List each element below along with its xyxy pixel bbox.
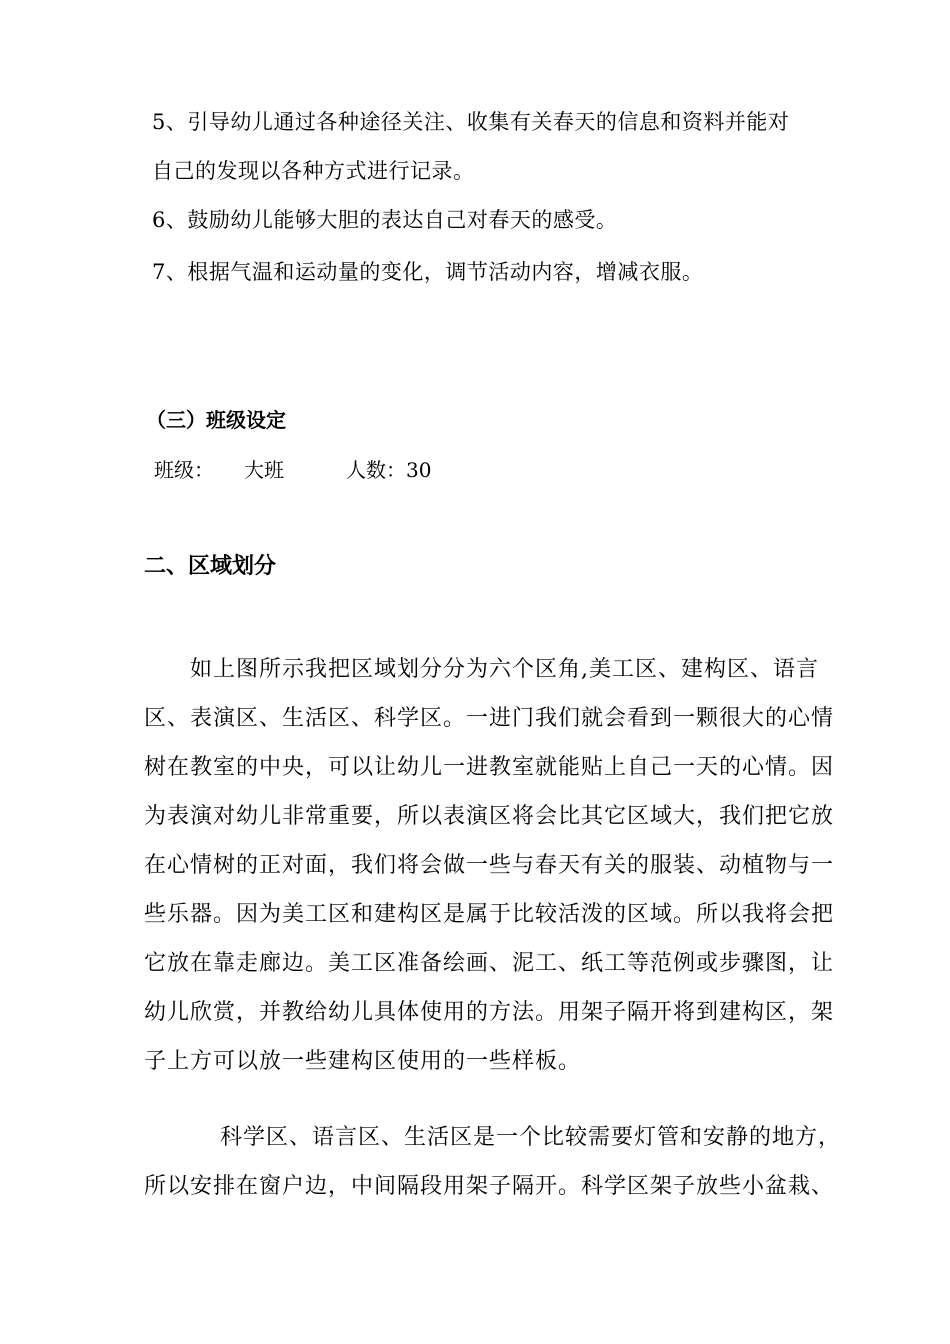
goal-item-5-continued: 自己的发现以各种方式进行记录。 (152, 159, 475, 183)
goal-item-5: 5、引导幼儿通过各种途径关注、收集有关春天的信息和资料并能对 (152, 110, 790, 134)
paragraph1-line: 些乐器。因为美工区和建构区是属于比较活泼的区域。所以我将会把 (144, 902, 835, 927)
class-label: 班级： (154, 458, 214, 482)
paragraph1-line: 如上图所示我把区域划分分为六个区角,美工区、建构区、语言 (190, 657, 819, 682)
class-setting-heading: （三）班级设定 (146, 408, 286, 432)
class-value: 大班 (244, 458, 284, 482)
paragraph1-line: 子上方可以放一些建构区使用的一些样板。 (144, 1049, 582, 1074)
paragraph1-line: 树在教室的中央，可以让幼儿一进教室就能贴上自己一天的心情。因 (144, 755, 835, 780)
paragraph1-line: 在心情树的正对面，我们将会做一些与春天有关的服装、动植物与一 (144, 853, 835, 878)
paragraph1-line: 区、表演区、生活区、科学区。一进门我们就会看到一颗很大的心情 (144, 706, 835, 731)
paragraph1-line: 它放在靠走廊边。美工区准备绘画、泥工、纸工等范例或步骤图，让 (144, 951, 835, 976)
paragraph1-line: 为表演对幼儿非常重要，所以表演区将会比其它区域大，我们把它放 (144, 804, 835, 829)
section-heading: 二、区域划分 (144, 554, 277, 579)
paragraph2-line: 科学区、语言区、生活区是一个比较需要灯管和安静的地方， (220, 1125, 842, 1150)
goal-item-6: 6、鼓励幼儿能够大胆的表达自己对春天的感受。 (152, 208, 618, 232)
paragraph2-line: 所以安排在窗户边，中间隔段用架子隔开。科学区架子放些小盆栽、 (144, 1174, 835, 1199)
paragraph1-line: 幼儿欣赏，并教给幼儿具体使用的方法。用架子隔开将到建构区，架 (144, 1000, 835, 1025)
goal-item-7: 7、根据气温和运动量的变化，调节活动内容，增减衣服。 (152, 260, 704, 284)
count-label: 人数：30 (346, 458, 432, 482)
